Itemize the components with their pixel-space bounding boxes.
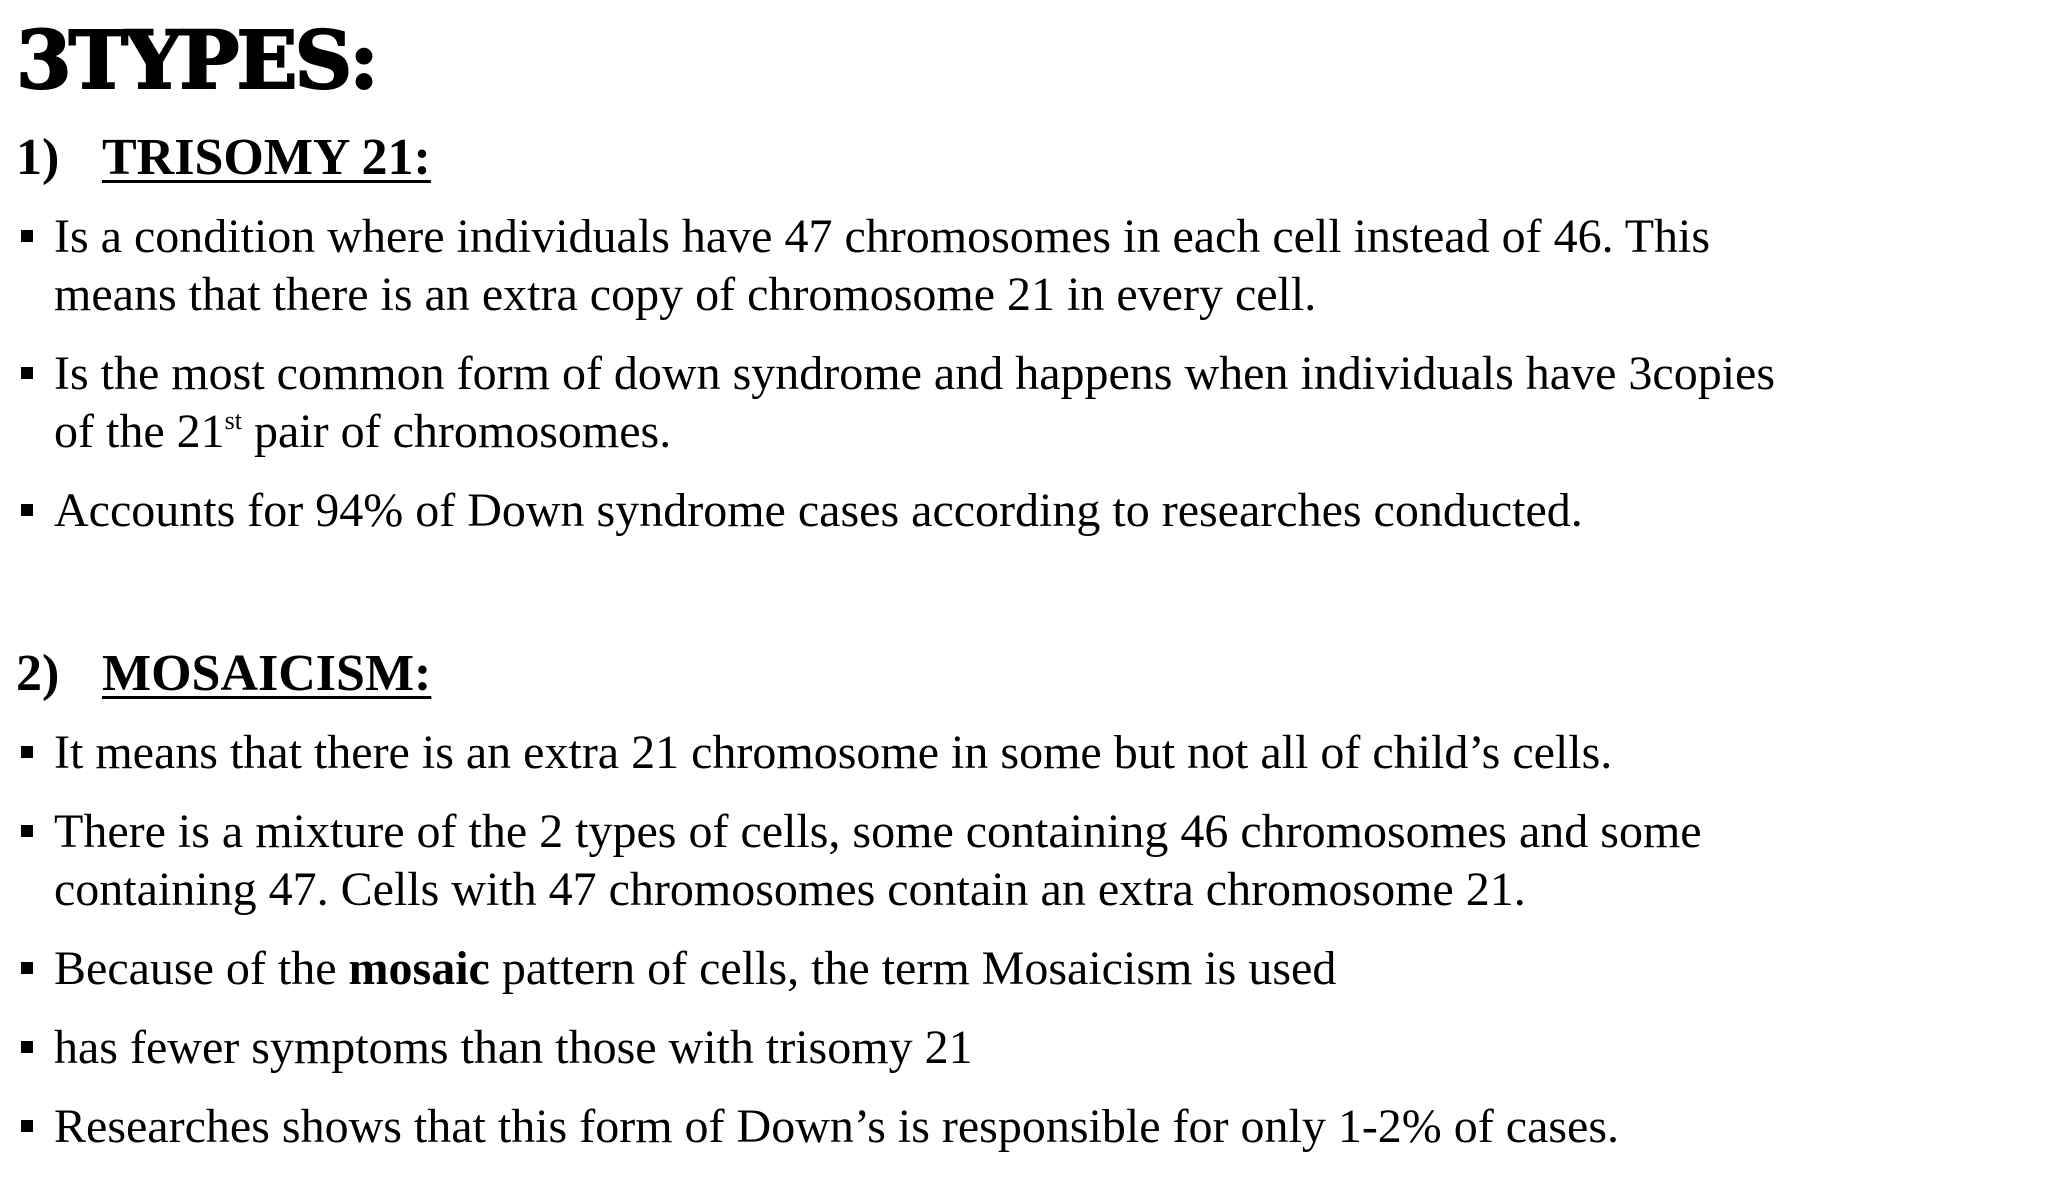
bullet-text-line: Researches shows that this form of Down’s is responsible for only 1-2% of cases.: [54, 1100, 1620, 1153]
square-bullet-icon: [21, 825, 33, 837]
superscript-text: st: [224, 406, 242, 435]
list-item: [0, 1019, 2048, 1077]
square-bullet-icon: [21, 746, 33, 758]
list-item: [0, 345, 2048, 461]
square-bullet-icon: [21, 230, 33, 242]
square-bullet-icon: [21, 962, 33, 974]
bold-term: mosaic: [348, 942, 490, 995]
list-item: [0, 724, 2048, 782]
bullet-text-line: Is a condition where individuals have 47 chromosomes in each cell instead of 46. This: [54, 210, 1711, 263]
section-label: TRISOMY 21:: [102, 129, 431, 186]
bullet-text: pattern of cells, the term Mosaicism is used: [489, 942, 1337, 995]
section-number: 1): [16, 129, 60, 186]
list-item: [0, 208, 2048, 324]
bullet-text-line: has fewer symptoms than those with trisomy 21: [54, 1021, 973, 1074]
trisomy-bullet-list: [0, 208, 2048, 561]
bullet-text: pair of chromosomes.: [241, 405, 672, 458]
mosaicism-bullet-list: [0, 724, 2048, 1177]
bullet-text-line: [54, 403, 2048, 461]
bullet-text-line: Is the most common form of down syndrome and happens when individuals have 3copies: [54, 347, 1776, 400]
bullet-text: of the 21: [54, 405, 225, 458]
list-item: [0, 482, 2048, 540]
square-bullet-icon: [21, 1041, 33, 1053]
bullet-text-line: means that there is an extra copy of chromosome 21 in every cell.: [54, 268, 1317, 321]
square-bullet-icon: [21, 1120, 33, 1132]
section-heading-trisomy-21: [16, 128, 431, 188]
bullet-text: Because of the: [54, 942, 349, 995]
section-label: MOSAICISM:: [102, 645, 432, 702]
slide-title: 3TYPES:: [16, 13, 376, 107]
bullet-text-line: Accounts for 94% of Down syndrome cases according to researches conducted.: [54, 484, 1583, 537]
bullet-text-line: It means that there is an extra 21 chromosome in some but not all of child’s cells.: [54, 726, 1613, 779]
bullet-text-line: [54, 940, 2048, 998]
bullet-text-line: containing 47. Cells with 47 chromosomes contain an extra chromosome 21.: [54, 863, 1526, 916]
section-number: 2): [16, 645, 60, 702]
bullet-text-line: There is a mixture of the 2 types of cells, some containing 46 chromosomes and some: [54, 805, 1702, 858]
list-item: [0, 803, 2048, 919]
section-heading-mosaicism: [16, 644, 431, 704]
square-bullet-icon: [21, 367, 33, 379]
list-item: [0, 1098, 2048, 1156]
square-bullet-icon: [21, 504, 33, 516]
list-item: [0, 940, 2048, 998]
